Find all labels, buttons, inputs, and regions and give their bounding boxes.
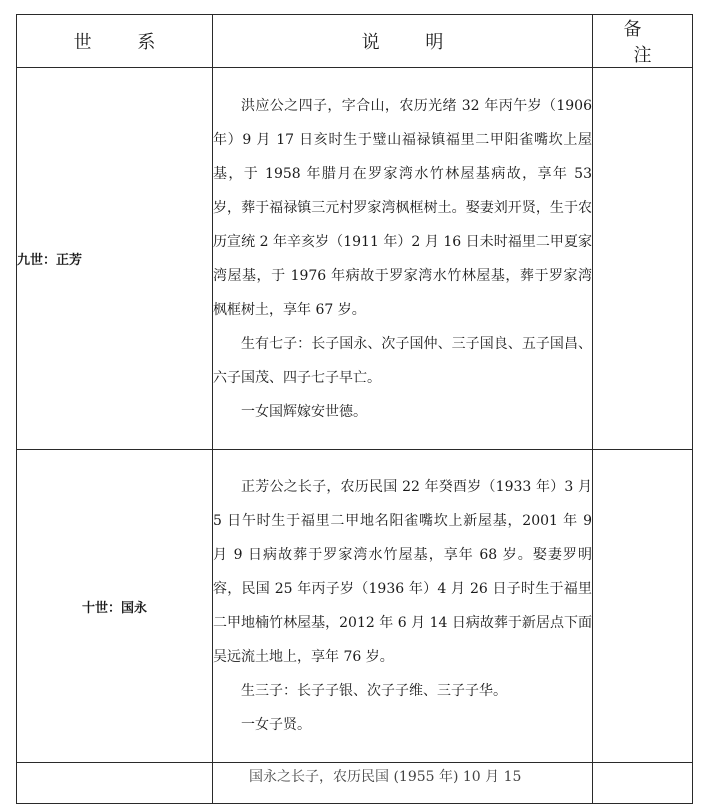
genealogy-table: [16, 14, 693, 804]
notes-cell: [593, 763, 693, 804]
header-description: 说 明: [213, 15, 593, 68]
notes-cell: [593, 450, 693, 763]
description-cell: [213, 450, 593, 763]
description-paragraph: 正芳公之长子，农历民国 22 年癸酉岁（1933 年）3 月 5 日午时生于福里二甲地名阳雀嘴坎上新屋基，2001 年 9 月 9 日病故葬于罗家湾水竹屋基，享年 68 岁。娶妻罗明容，民国 25 年丙子岁（1936 年）4 月 26 日子时生于福里二甲地楠竹林屋基，2012 年 6 月 14 日病故葬于新居点下面吴远流土地上，享年 76 岁。: [213, 479, 592, 665]
description-paragraph: 洪应公之四子，字合山，农历光绪 32 年丙午岁（1906 年）9 月 17 日亥时生于璧山福禄镇福里二甲阳雀嘴坎上屋基，于 1958 年腊月在罗家湾水竹林屋基病故，享年 53 岁，葬于福禄镇三元村罗家湾枫框树土。娶妻刘开贤，生于农历宣统 2 年辛亥岁（1911 年）2 月 16 日未时福里二甲夏家湾屋基，于 1976 年病故于罗家湾水竹林屋基，葬于罗家湾枫框树土，享年 67 岁。: [213, 97, 592, 318]
header-generation: 世 系: [17, 15, 213, 68]
table-row: [17, 450, 693, 763]
table-row: [17, 763, 693, 804]
header-notes: 备 注: [593, 15, 693, 68]
table-header-row: [17, 15, 693, 68]
partial-description: 国永之长子，农历民国 (1955 年) 10 月 15: [249, 769, 522, 785]
notes-cell: [593, 68, 693, 450]
description-cell: [213, 68, 593, 450]
description-paragraph: 一女子贤。: [241, 717, 311, 733]
description-paragraph: 一女国辉嫁安世德。: [241, 403, 367, 420]
table-row: [17, 68, 693, 450]
generation-cell: 十世：国永: [17, 450, 213, 763]
description-cell: [213, 763, 593, 804]
generation-cell: 九世：正芳: [17, 68, 213, 450]
description-paragraph: 生三子：长子子银、次子子维、三子子华。: [241, 683, 507, 699]
generation-cell: [17, 763, 213, 804]
description-paragraph: 生有七子：长子国永、次子国仲、三子国良、五子国昌、六子国茂、四子七子早亡。: [213, 335, 592, 386]
